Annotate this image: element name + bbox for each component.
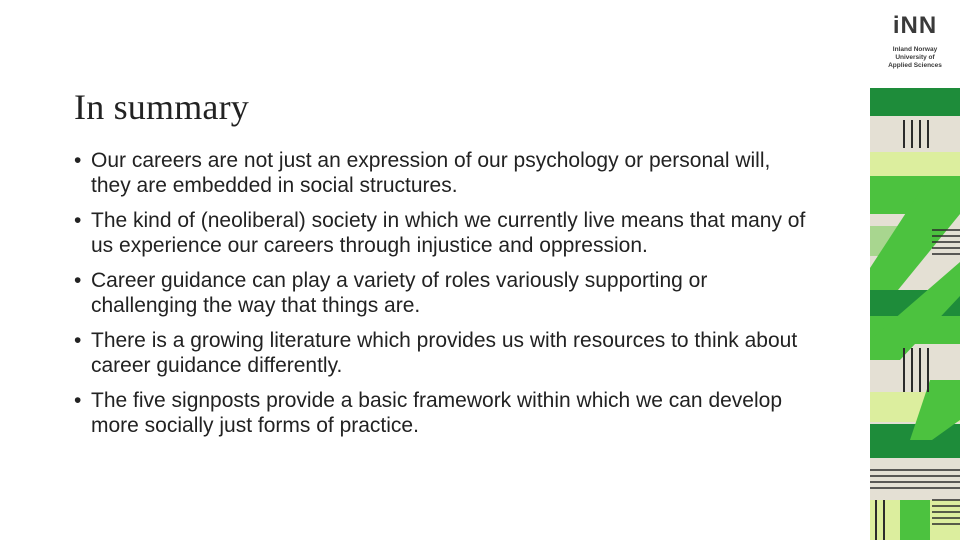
pattern-band [900,500,930,540]
slide-title: In summary [74,87,249,127]
bullet-marker: • [74,329,82,352]
bullet-marker: • [74,389,82,412]
bullet-text: The five signposts provide a basic framework within which we can develop more socially just forms of practice. [91,389,783,437]
bullet-item [74,148,814,198]
bullet-item [74,208,814,258]
bullet-text: The kind of (neoliberal) society in which we currently live means that many of us experience our careers through injustice and oppression. [91,209,806,257]
bullet-text: Our careers are not just an expression of our psychology or personal will, they are embedded in social structures. [91,149,771,197]
bullet-marker: • [74,149,82,172]
logo-line-1: Inland Norway [892,46,938,53]
bullet-marker: • [74,269,82,292]
bullet-marker: • [74,209,82,232]
logo-mark: iNN [892,12,938,39]
bullet-item [74,268,814,318]
bullet-text: There is a growing literature which provides us with resources to think about career guidance differently. [91,329,798,377]
logo [870,0,960,88]
pattern-band [870,152,960,176]
bullet-item [74,328,814,378]
logo-line-2: University of [895,54,935,61]
pattern-band [870,88,960,116]
logo-tagline [870,46,960,70]
decorative-side-pattern [870,0,960,540]
bullet-item [74,388,814,438]
logo-line-3: Applied Sciences [888,62,942,69]
bullet-list [74,148,814,448]
bullet-text: Career guidance can play a variety of roles variously supporting or challenging the way that things are. [91,269,708,317]
